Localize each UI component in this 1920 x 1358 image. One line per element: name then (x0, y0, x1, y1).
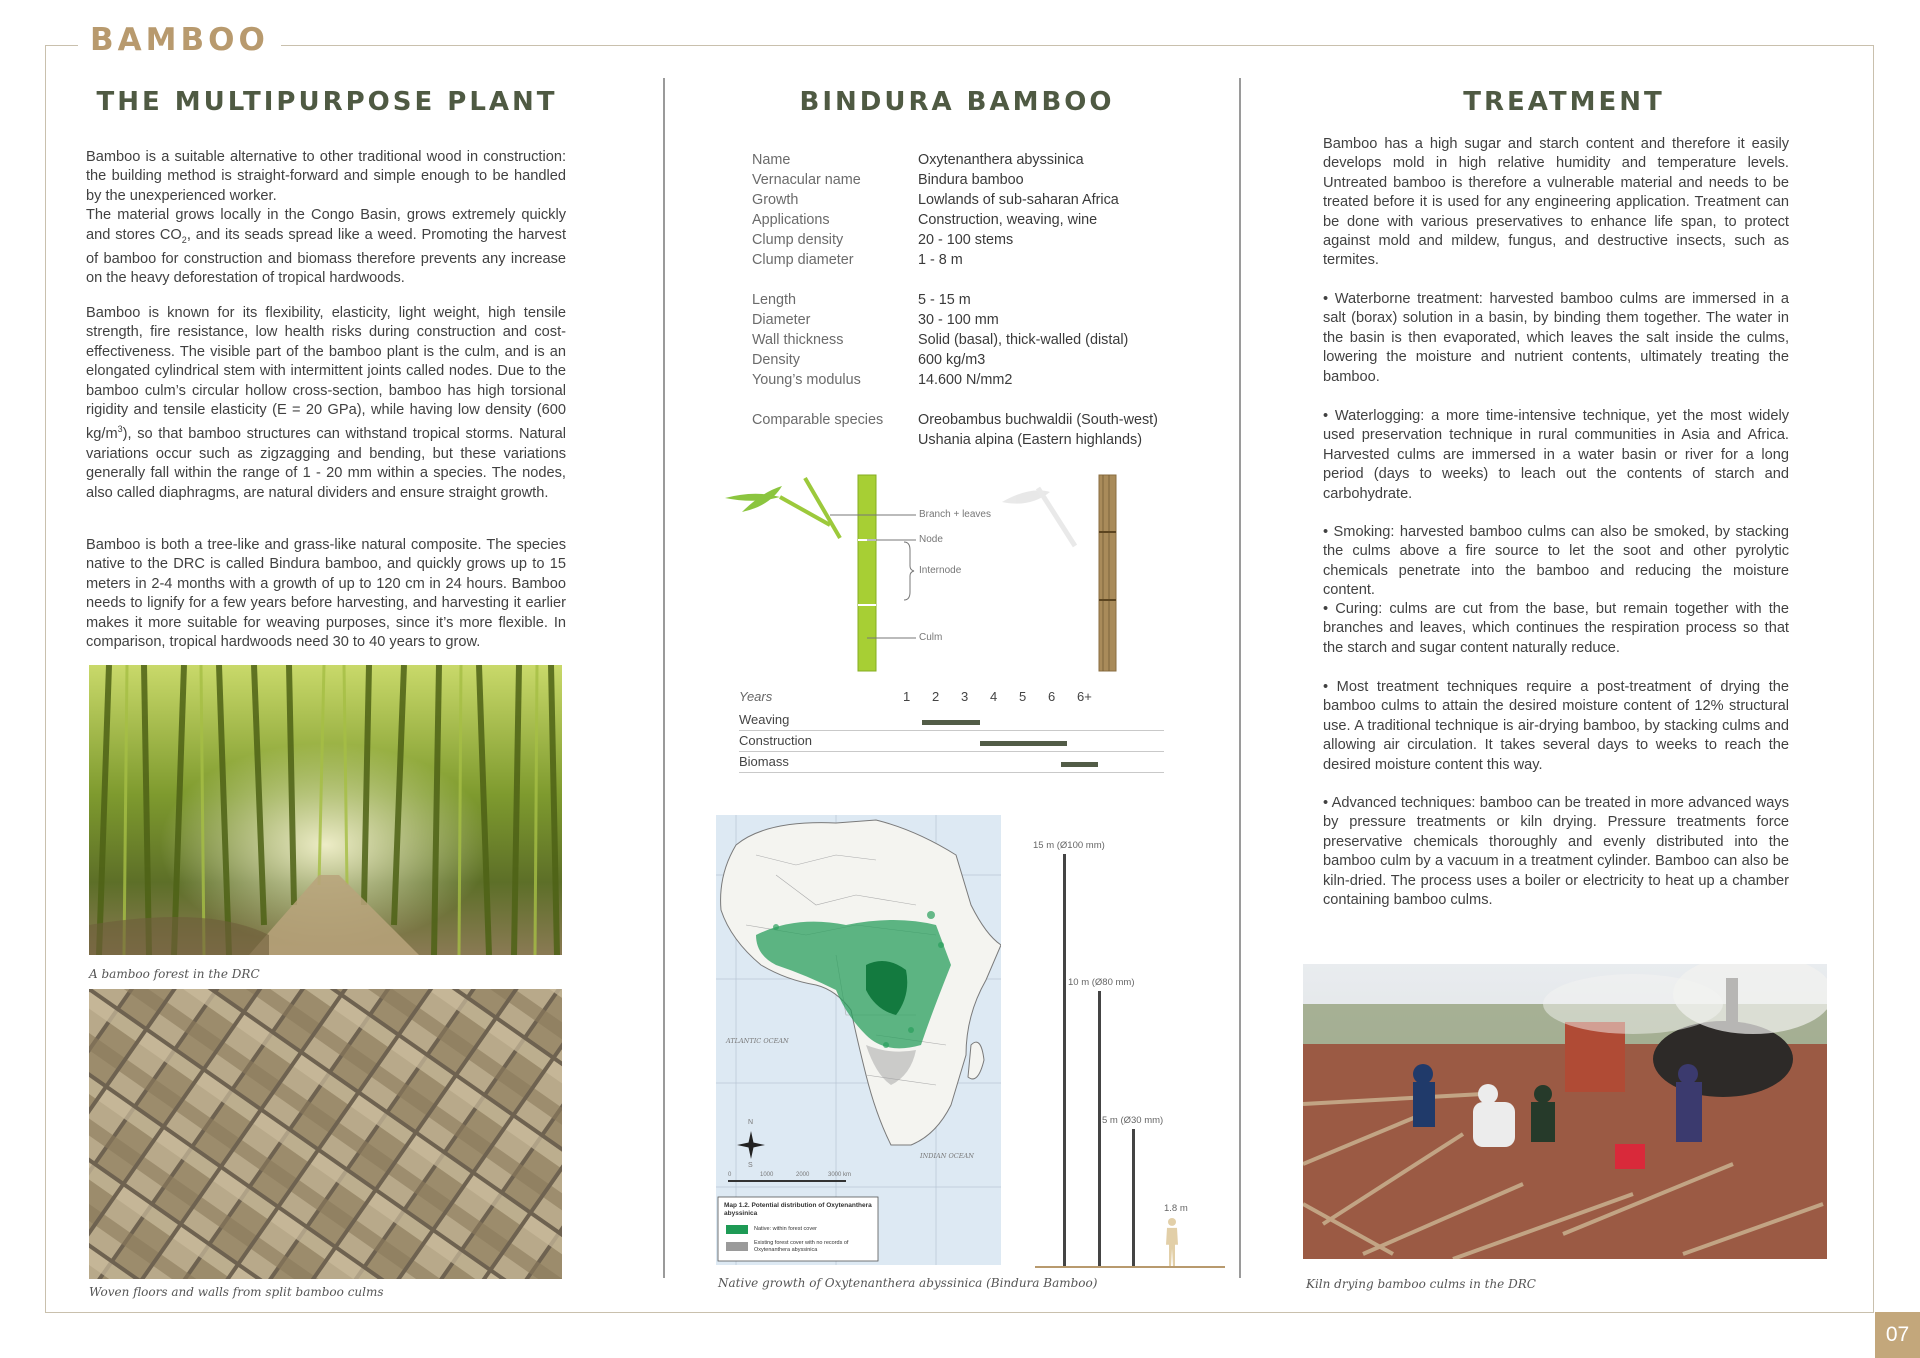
bamboo-forest-photo (89, 665, 562, 955)
map-ocean-indian: INDIAN OCEAN (920, 1152, 974, 1160)
height-label: 15 m (Ø100 mm) (1033, 839, 1105, 851)
spec-row: Growth Lowlands of sub-saharan Africa (752, 192, 1119, 208)
page-number: 07 (1875, 1312, 1920, 1358)
brand-title: BAMBOO (78, 22, 281, 58)
kiln-drying-photo (1303, 964, 1827, 1259)
column-divider (663, 78, 665, 1278)
branch-leaves-icon (725, 478, 840, 538)
woven-bamboo-photo (89, 989, 562, 1279)
map-legend-title: Map 1.2. Potential distribution of Oxytenanthera abyssinica (724, 1202, 872, 1217)
height-bar (1132, 1129, 1135, 1267)
col3-title: TREATMENT (1463, 87, 1665, 117)
person-silhouette-icon (1162, 1217, 1182, 1267)
col3-paragraph-curing: • Curing: culms are cut from the base, but remain together with the branches and leaves, which continues the respiration process so that the starch and sugar content naturally reduce. (1323, 601, 1789, 656)
caption-native-growth: Native growth of Oxytenanthera abyssinica (Bindura Bamboo) (718, 1276, 1098, 1290)
caption-kiln-drying: Kiln drying bamboo culms in the DRC (1306, 1277, 1536, 1291)
col2-title: BINDURA BAMBOO (799, 87, 1115, 117)
spec-row: Name Oxytenanthera abyssinica (752, 152, 1084, 168)
africa-distribution-map (716, 815, 1001, 1265)
spec-row: Clump diameter 1 - 8 m (752, 252, 963, 268)
gantt-year-tick: 6+ (1077, 689, 1092, 704)
spec-row: Young’s modulus 14.600 N/mm2 (752, 372, 1013, 388)
gantt-row-label: Weaving (739, 712, 790, 727)
map-compass-s: S (748, 1162, 753, 1169)
col1-paragraph-1: Bamboo is a suitable alternative to other traditional wood in construction: the building method is straight-forward and simple enough to be handled by the unexperienced worker. The material grows locally in the Congo Basin, grows extremely quickly and stores $CO_2$, and its seads spread like a weed. Promoting the harvest of bamboo for construction and biomass therefore prevents any increase on the heavy deforestation of tropical hardwoods. (86, 149, 566, 287)
map-scale-2000: 2000 (796, 1172, 810, 1178)
gantt-row-label: Construction (739, 733, 812, 748)
gantt-bar (980, 741, 1067, 746)
col3-paragraph-advanced: • Advanced techniques: bamboo can be treated in more advanced ways by pressure treatments or kiln drying. Pressure treatments force preservative chemicals thoroughly and evenly distributed into the bamboo culm by a vacuum in a treatment cylinder. Bamboo can also be kiln-dried. The process uses a boiler or electricity to heat up a chamber containing bamboo culms. (1323, 795, 1789, 909)
map-scale-1000: 1000 (760, 1172, 774, 1178)
column-divider (1239, 78, 1241, 1278)
map-legend-existing: Existing forest cover with no records of Oxytenanthera abyssinica (754, 1240, 849, 1253)
map-compass-n: N (748, 1119, 754, 1126)
height-bar (1063, 854, 1066, 1267)
gantt-row-divider (739, 730, 1164, 731)
ground-line (1035, 1266, 1225, 1268)
gantt-bar (922, 720, 980, 725)
label-node: Node (919, 534, 943, 545)
col3-paragraph-1: Bamboo has a high sugar and starch content and therefore it easily develops mold in high relative humidity and temperature levels. Untreated bamboo is therefore a vulnerable material and needs to be treated before it is used for any engineering application. Treatment can be done with various preservatives to enhance life span, to protect against mold and mildew, fungus, and destructive insects, such as termites. (1323, 136, 1789, 269)
map-scale-0: 0 (728, 1172, 732, 1178)
gantt-row-divider (739, 772, 1164, 773)
col3-paragraph-drying: • Most treatment techniques require a post-treatment of drying the bamboo culms to attain the desired moisture content of 12% structural use. A traditional technique is air-drying bamboo, by stacking culms and allowing air circulation. It takes several days to weeks to reach the desired moisture content this way. (1323, 679, 1789, 773)
map-ocean-atlantic: ATLANTIC OCEAN (726, 1037, 789, 1045)
gantt-years-label: Years (739, 689, 773, 704)
gantt-row-label: Biomass (739, 754, 789, 769)
gantt-year-tick: 6 (1048, 689, 1056, 704)
map-scale-3000: 3000 km (828, 1172, 852, 1178)
gantt-bar (1061, 762, 1099, 767)
gantt-year-tick: 4 (990, 689, 998, 704)
bamboo-anatomy-diagram (720, 470, 1120, 675)
col1-title: THE MULTIPURPOSE PLANT (96, 87, 558, 117)
spec-row: Comparable species Oreobambus buchwaldii (South-west) (752, 412, 1158, 428)
spec-row: Wall thickness Solid (basal), thick-walled (distal) (752, 332, 1129, 348)
col3-paragraph-waterborne: • Waterborne treatment: harvested bamboo culms are immersed in a salt (borax) solution in a basin, by binding them together. The water in the basin is then evaporated, which leaves the salt inside the culms, lowering the moisture and nutrient contents, ultimately treating the bamboo. (1323, 291, 1789, 385)
spec-row: Clump density 20 - 100 stems (752, 232, 1014, 248)
spec-row: Ushania alpina (Eastern highlands) (918, 432, 1142, 448)
spec-row: Length 5 - 15 m (752, 292, 971, 308)
height-label: 5 m (Ø30 mm) (1102, 1114, 1164, 1126)
spec-row: Applications Construction, weaving, wine (752, 212, 1098, 228)
gantt-year-tick: 2 (932, 689, 940, 704)
label-branch-leaves: Branch + leaves (919, 509, 991, 520)
col1-paragraph-2: Bamboo is known for its flexibility, elasticity, light weight, high tensile strength, fire resistance, low health risks during construction and cost-effectiveness. The visible part of the bamboo plant is the culm, and is an elongated cylindrical stem with intermittent joints called nodes. Due to the bamboo culm’s circular hollow cross-section, bamboo has high torsional rigidity and tensile elasticity (E = 20 GPa), while having low density (600 $kg/m^3$), so that bamboo structures can withstand tropical storms. Natural variations occur such as zigzagging and bending, but these variations generally fall within the range of 1 - 20 mm within a species. The nodes, also called diaphragms, are natural dividers and ensure straight growth. (86, 305, 566, 501)
col3-paragraph-waterlogging: • Waterlogging: a more time-intensive technique, yet the most widely used preservation technique in rural communities in Asia and Africa. Harvested culms are immersed in a water basin or river for a long period (days to weeks) to leach out the contents of starch and carbohydrate. (1323, 408, 1789, 502)
gantt-year-tick: 3 (961, 689, 969, 704)
height-comparison-chart (1030, 800, 1230, 1270)
height-label: 1.8 m (1164, 1202, 1188, 1214)
map-legend-native: Native: within forest cover (754, 1226, 817, 1232)
height-label: 10 m (Ø80 mm) (1068, 977, 1135, 988)
spec-row: Vernacular name Bindura bamboo (752, 172, 1024, 188)
caption-woven-floors: Woven floors and walls from split bamboo culms (89, 1285, 384, 1299)
caption-bamboo-forest: A bamboo forest in the DRC (89, 967, 260, 981)
height-bar (1098, 991, 1101, 1266)
label-internode: Internode (919, 565, 962, 576)
spec-row: Diameter 30 - 100 mm (752, 312, 999, 328)
gantt-year-tick: 1 (903, 689, 911, 704)
harvest-years-chart (739, 689, 1164, 779)
label-culm: Culm (919, 632, 943, 643)
gantt-row-divider (739, 751, 1164, 752)
spec-row: Density 600 kg/m3 (752, 352, 986, 368)
col1-paragraph-3: Bamboo is both a tree-like and grass-like natural composite. The species native to the DRC is called Bindura bamboo, and quickly grows up to 15 meters in 2-4 months with a growth of up to 120 cm in 24 hours. Bamboo needs to lignify for a few years before harvesting, and harvesting it earlier makes it more suitable for weaving purposes, since it’s more flexible. In comparison, tropical hardwoods need 30 to 40 years to grow. (86, 537, 566, 651)
col3-paragraph-smoking: • Smoking: harvested bamboo culms can also be smoked, by stacking the culms above a fire source to let the soot and other pyrolytic chemicals penetrate into the bamboo and reducing the moisture content. (1323, 524, 1789, 599)
spec-list (752, 150, 1158, 450)
gantt-year-tick: 5 (1019, 689, 1027, 704)
